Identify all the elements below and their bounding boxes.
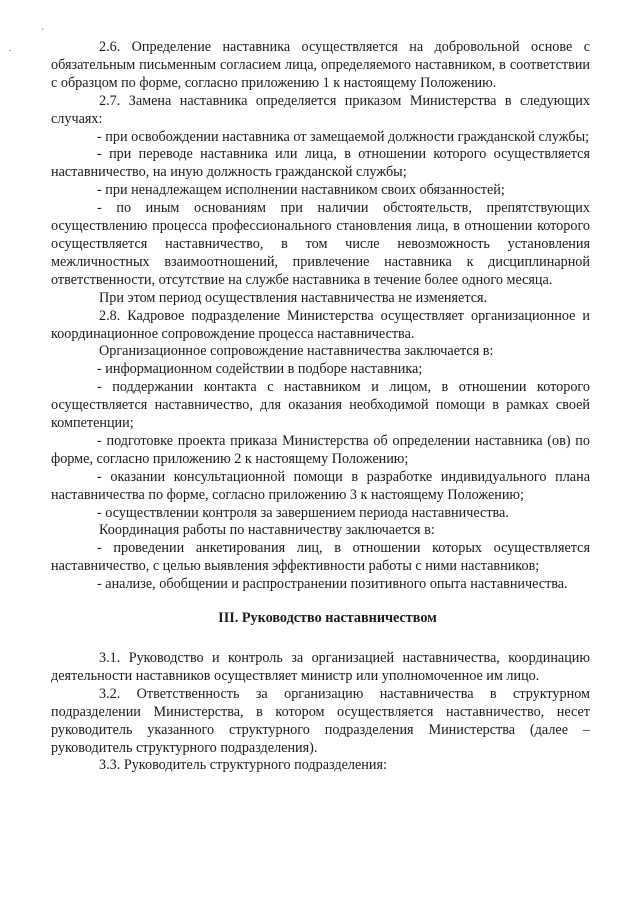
paragraph-3-2: 3.2. Ответственность за организацию наставничества в структурном подразделении Министерства, в котором осуществляется наставничество, несет руководитель указанного структурного подразделения Министерства (далее – руководитель структурного подразделения).	[51, 685, 590, 756]
list-item: - при ненадлежащем исполнении наставником своих обязанностей;	[97, 182, 505, 199]
scan-mark: .	[9, 43, 12, 53]
scan-mark: `	[41, 27, 44, 37]
paragraph-3-1: 3.1. Руководство и контроль за организацией наставничества, координацию деятельности наставников осуществляет министр или уполномоченное им лицо.	[51, 650, 590, 684]
list-item: - анализе, обобщении и распространении позитивного опыта наставничества.	[97, 576, 568, 593]
section-heading: III. Руководство наставничеством	[218, 610, 437, 627]
list-item: - по иным основаниям при наличии обстоятельств, препятствующих осуществлению процесса профессионального становления лица, в отношении которого осуществляется наставничество, в том числе невозможность установления межличностных взаимоотношений, привлечение наставника к дисциплинарной ответственности, отсутствие на службе наставника в течение более одного месяца.	[51, 200, 590, 288]
paragraph: Организационное сопровождение наставничества заключается в:	[99, 343, 494, 360]
paragraph-2-6: 2.6. Определение наставника осуществляется на добровольной основе с обязательным письменным согласием лица, определяемого наставником, в соответствии с образцом по форме, согласно приложению 1 к настоящему Положению.	[51, 39, 590, 91]
paragraph: При этом период осуществления наставничества не изменяется.	[99, 289, 488, 306]
list-item: - проведении анкетирования лиц, в отношении которых осуществляется наставничество, с целью выявления эффективности работы с ними наставников;	[51, 540, 590, 575]
list-item: - оказании консультационной помощи в разработке индивидуального плана наставничества по форме, согласно приложению 3 к настоящему Положению;	[51, 468, 590, 503]
list-item: - информационном содействии в подборе наставника;	[97, 361, 423, 378]
paragraph-2-7: 2.7. Замена наставника определяется приказом Министерства в следующих случаях:	[51, 92, 590, 127]
paragraph: Координация работы по наставничеству заключается в:	[99, 522, 435, 539]
list-item: - при переводе наставника или лица, в отношении которого осуществляется наставничество, на иную должность гражданской службы;	[51, 146, 590, 181]
list-item: - при освобождении наставника от замещаемой должности гражданской службы;	[97, 128, 590, 145]
paragraph-3-3: 3.3. Руководитель структурного подразделения:	[99, 757, 387, 774]
list-item: - поддержании контакта с наставником и лицом, в отношении которого осуществляется наставничество, для оказания необходимой помощи в рамках своей компетенции;	[51, 379, 590, 432]
paragraph-2-8: 2.8. Кадровое подразделение Министерства осуществляет организационное и координационное сопровождение процесса наставничества.	[51, 307, 590, 342]
list-item: - подготовке проекта приказа Министерства об определении наставника (ов) по форме, согласно приложению 2 к настоящему Положению;	[51, 432, 590, 467]
list-item: - осуществлении контроля за завершением периода наставничества.	[97, 504, 509, 521]
